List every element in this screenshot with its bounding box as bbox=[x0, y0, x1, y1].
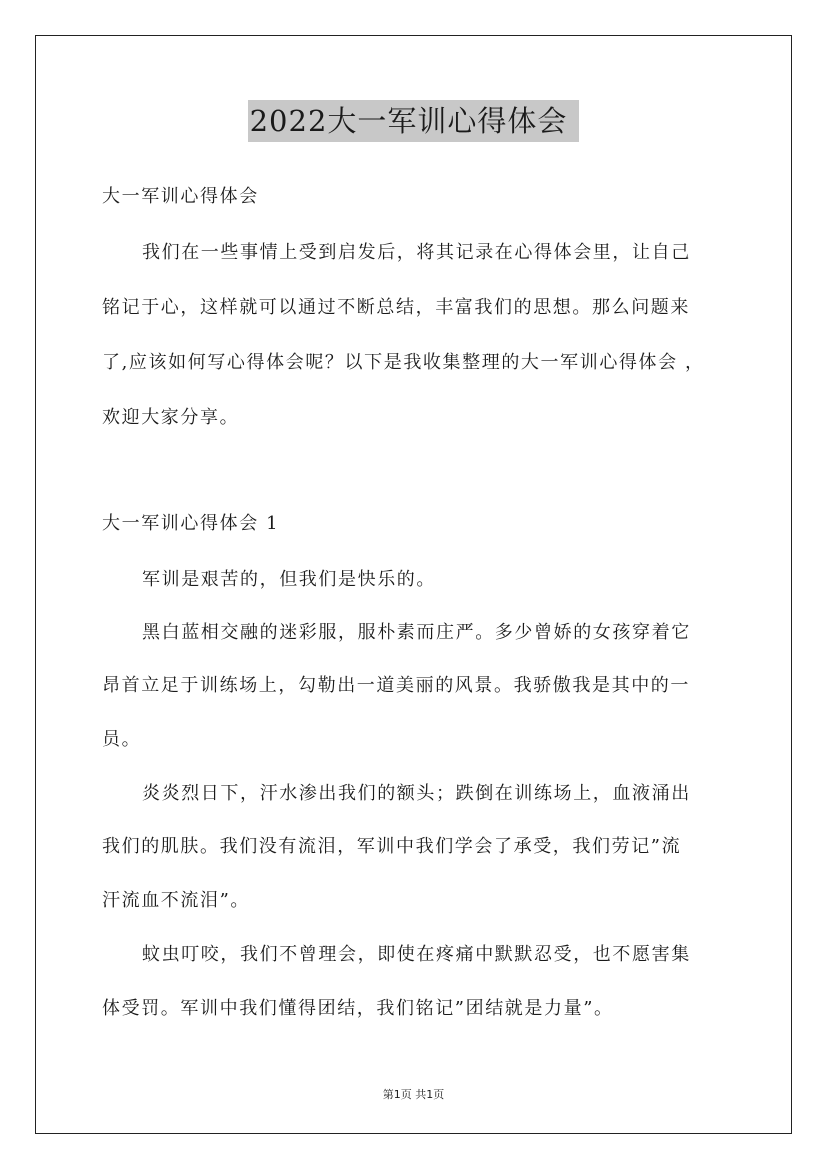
body-line-4: 员。 bbox=[102, 729, 142, 750]
body-line-5: 炎炎烈日下，汗水渗出我们的额头；跌倒在训练场上，血液涌出 bbox=[142, 783, 691, 804]
body-line-3: 昂首立足于训练场上，勾勒出一道美丽的风景。我骄傲我是其中的一 bbox=[102, 675, 690, 696]
body-line-2: 黑白蓝相交融的迷彩服，服朴素而庄严。多少曾娇的女孩穿着它 bbox=[142, 622, 691, 643]
body-line-7: 汗流血不流泪”。 bbox=[102, 890, 251, 911]
intro-line-1: 我们在一些事情上受到启发后，将其记录在心得体会里，让自己 bbox=[142, 242, 691, 263]
body-line-8: 蚊虫叮咬，我们不曾理会，即使在疼痛中默默忍受，也不愿害集 bbox=[142, 944, 691, 965]
section-heading-1: 大一军训心得体会 1 bbox=[102, 513, 280, 534]
title-container bbox=[0, 100, 827, 142]
body-line-6: 我们的肌肤。我们没有流泪，军训中我们学会了承受，我们劳记”流 bbox=[102, 836, 682, 857]
section-heading-main: 大一军训心得体会 bbox=[102, 186, 259, 207]
intro-line-4: 欢迎大家分享。 bbox=[102, 407, 240, 428]
body-line-9: 体受罚。军训中我们懂得团结，我们铭记”团结就是力量”。 bbox=[102, 998, 614, 1019]
intro-line-2: 铭记于心，这样就可以通过不断总结，丰富我们的思想。那么问题来 bbox=[102, 297, 690, 318]
body-line-1: 军训是艰苦的，但我们是快乐的。 bbox=[142, 569, 436, 590]
intro-line-3: 了,应该如何写心得体会呢？以下是我收集整理的大一军训心得体会 ， bbox=[102, 352, 705, 373]
document-title: 2022大一军训心得体会 bbox=[248, 100, 580, 142]
page-number-footer: 第1页 共1页 bbox=[382, 1088, 445, 1101]
